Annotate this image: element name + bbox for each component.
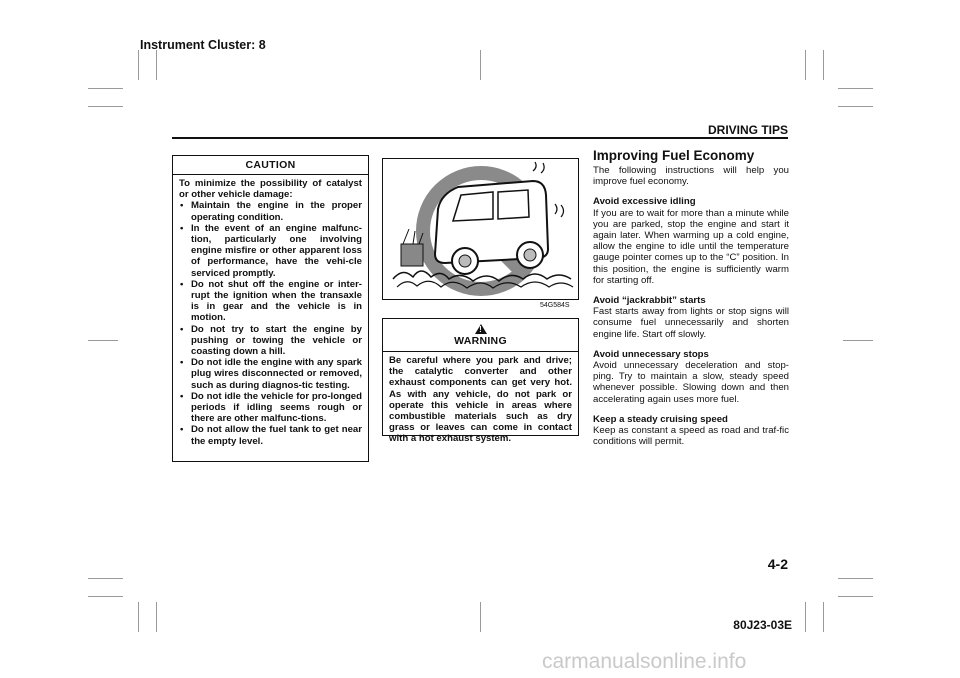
tip-paragraph bbox=[593, 414, 789, 448]
tip-heading: Keep a steady cruising speed bbox=[593, 413, 728, 425]
car-over-grass-icon bbox=[383, 159, 578, 299]
tip-heading: Avoid “jackrabbit” starts bbox=[593, 295, 706, 307]
warning-triangle-icon: ! bbox=[475, 324, 487, 334]
warning-text: Be careful where you park and drive; the catalytic converter and other exhaust components can get very hot. As with any vehicle, do not park or operate this vehicle in areas where combustible materials such as dry grass or leaves can come in contact with a hot exhaust system. bbox=[389, 355, 572, 445]
warning-title: WARNING bbox=[454, 335, 507, 347]
section-title: Improving Fuel Economy bbox=[593, 148, 755, 163]
caution-item: • Do not idle the engine with any spark plug wires disconnected or removed, such as during diagnos-tic testing. bbox=[179, 357, 362, 391]
tip-paragraph bbox=[593, 349, 789, 405]
page-number: 4-2 bbox=[767, 556, 788, 572]
tip-paragraph bbox=[593, 196, 789, 286]
tip-text: Avoid unnecessary deceleration and stop-ping. Try to maintain a slow, steady speed whenever possible. Slowing down and then accelerating again uses more fuel. bbox=[593, 360, 789, 405]
tip-text: If you are to wait for more than a minute while you are parked, stop the engine and start it again later. When warming up a cold engine, allow the engine to idle until the temperature gauge pointer comes up to the “C” position. In this position, the engine is sufficiently warm for starting off. bbox=[593, 207, 789, 286]
caution-item: • In the event of an engine malfunc-tion, particularly one involving engine misfire or other apparent loss of performance, have the vehi-cle serviced promptly. bbox=[179, 223, 362, 279]
fuel-economy-section bbox=[593, 148, 789, 456]
caution-list bbox=[179, 200, 362, 446]
caution-item: • Do not shut off the engine or inter-rupt the ignition when the transaxle is in gear and the vehicle is in motion. bbox=[179, 279, 362, 324]
running-header-left: Instrument Cluster: 8 bbox=[140, 38, 266, 52]
caution-item: • Do not idle the vehicle for pro-longed periods if idling seems rough or there are other malfunc-tions. bbox=[179, 391, 362, 425]
caution-intro: To minimize the possibility of catalyst or other vehicle damage: bbox=[179, 178, 362, 201]
tip-text: Fast starts away from lights or stop signs will consume fuel unnecessarily and shorten engine life. Start off slowly. bbox=[593, 306, 789, 340]
caution-item: • Maintain the engine in the proper operating condition. bbox=[179, 200, 362, 222]
caution-item: • Do not allow the fuel tank to get near the empty level. bbox=[179, 424, 362, 446]
caution-box bbox=[172, 155, 369, 462]
tip-heading: Avoid excessive idling bbox=[593, 196, 696, 208]
caution-item: • Do not try to start the engine by pushing or towing the vehicle or coasting down a hill. bbox=[179, 324, 362, 358]
tip-text: Keep as constant a speed as road and traf-fic conditions will permit. bbox=[593, 425, 789, 448]
caution-title: CAUTION bbox=[173, 156, 368, 175]
tip-paragraph bbox=[593, 295, 789, 340]
figure-caption: 54G584S bbox=[540, 302, 570, 309]
manual-code: 80J23-03E bbox=[733, 618, 792, 632]
no-parking-on-grass-illustration bbox=[382, 158, 579, 300]
watermark: carmanualsonline.info bbox=[542, 650, 747, 673]
tip-heading: Avoid unnecessary stops bbox=[593, 348, 709, 360]
header-rule bbox=[172, 137, 788, 139]
warning-box bbox=[382, 318, 579, 445]
running-header-right: DRIVING TIPS bbox=[707, 123, 788, 137]
section-intro: The following instructions will help you improve fuel economy. bbox=[593, 165, 789, 188]
